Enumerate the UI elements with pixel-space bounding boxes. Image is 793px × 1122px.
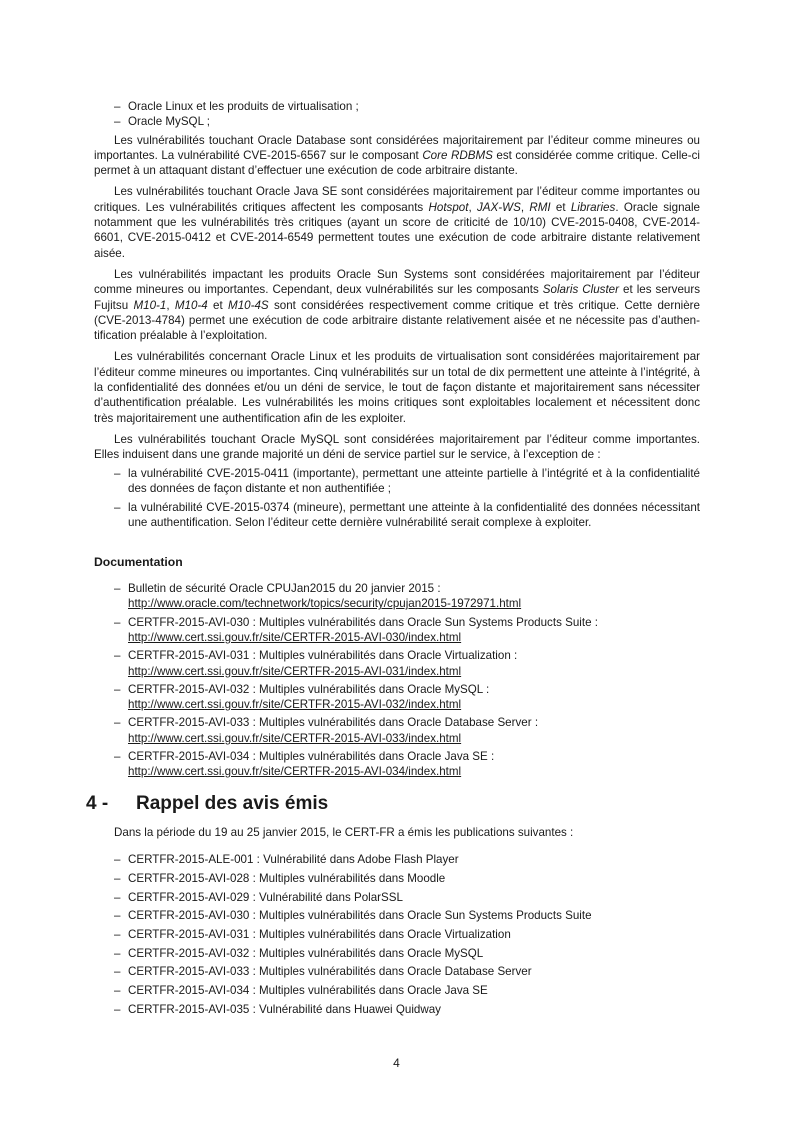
doc-item — [94, 615, 700, 646]
doc-link[interactable]: http://www.cert.ssi.gouv.fr/site/CERTFR-2015-AVI-031/index.html — [128, 664, 462, 678]
avis-item-text: CERTFR-2015-ALE-001 : Vulnérabilité dans Adobe Flash Player — [128, 853, 459, 867]
dash: – — [114, 100, 121, 113]
mysql-exceptions-list — [94, 466, 700, 531]
avis-item-text: CERTFR-2015-AVI-034 : Multiples vulnérabilités dans Oracle Java SE — [128, 983, 488, 997]
doc-item — [94, 715, 700, 746]
section-heading — [86, 792, 700, 814]
avis-item-text: CERTFR-2015-AVI-028 : Multiples vulnérabilités dans Moodle — [128, 871, 446, 885]
doc-link[interactable]: http://www.cert.ssi.gouv.fr/site/CERTFR-2015-AVI-030/index.html — [128, 630, 462, 644]
component-name: M10-4S — [228, 298, 269, 312]
avis-item — [94, 908, 700, 923]
doc-item-label: Bulletin de sécurité Oracle CPUJan2015 du 20 janvier 2015 : — [128, 582, 441, 596]
paragraph-mysql: Les vulnérabilités touchant Oracle MySQL sont considérées majoritairement par l’éditeur comme importantes. Elles induisent dans une grande majorité un déni de service partiel sur le service, à l’exception de : — [94, 432, 700, 462]
page-number: 4 — [393, 1056, 400, 1070]
component-name: M10-4 — [174, 298, 208, 312]
paragraph-linux: Les vulnérabilités concernant Oracle Linux et les produits de virtualisation sont considérées majoritairement par l’éditeur comme mineures ou importantes. Cinq vulnérabilités sur un total de dix permettent une atteinte à l’intégrité, à la confidentialité des données et/ou un déni de service, le tout de façon distante et majoritairement sans nécessiter d’authentification préalable. Les vulnérabilités les moins critiques sont exploitables localement et nécessitent donc très majoritairement une authentification afin de les exploiter. — [94, 350, 700, 425]
text: et — [550, 200, 571, 214]
dash: – — [114, 582, 121, 596]
dash: – — [114, 615, 121, 629]
list-item-text: la vulnérabilité CVE-2015-0411 (importante), permettant une atteinte partielle à l’intégrité et à la confidentialité des données de façon distante et non authentifiée ; — [128, 466, 700, 495]
dash: – — [114, 946, 121, 960]
text: , — [520, 200, 530, 214]
text: , — [166, 298, 175, 312]
avis-item — [94, 927, 700, 942]
list-item-text: Oracle MySQL ; — [128, 115, 211, 129]
documentation-list — [94, 581, 700, 780]
doc-link[interactable]: http://www.oracle.com/technetwork/topics/security/cpujan2015-1972971.html — [128, 597, 522, 611]
dash: – — [114, 1002, 121, 1016]
avis-item — [94, 852, 700, 867]
dash: – — [114, 501, 121, 515]
dash: – — [114, 871, 121, 885]
page-content — [86, 99, 700, 1020]
dash: – — [114, 927, 121, 941]
text: Les vulnérabilités impactant les produits Oracle Sun Systems sont considérées majoritairement par l’éditeur comme mineures ou importantes. Cependant, deux vulnérabilités sur les composants — [94, 267, 700, 297]
component-name: RMI — [529, 200, 551, 214]
doc-item-label: CERTFR-2015-AVI-030 : Multiples vulnérabilités dans Oracle Sun Systems Products Suite : — [128, 615, 598, 629]
avis-item — [94, 1002, 700, 1017]
avis-item-text: CERTFR-2015-AVI-032 : Multiples vulnérabilités dans Oracle MySQL — [128, 946, 484, 960]
doc-item — [94, 682, 700, 713]
component-name: M10-1 — [133, 298, 167, 312]
dash: – — [114, 716, 121, 730]
list-item — [94, 114, 700, 129]
avis-item-text: CERTFR-2015-AVI-033 : Multiples vulnérabilités dans Oracle Database Server — [128, 965, 532, 979]
dash: – — [114, 749, 121, 763]
text: est considérée comme critique. Celle-ci permet à un attaquant distant d’effectuer une exécution de code arbitraire distante. — [94, 148, 700, 178]
component-name: Core RDBMS — [422, 148, 493, 162]
dash: – — [114, 983, 121, 997]
avis-item-text: CERTFR-2015-AVI-030 : Multiples vulnérabilités dans Oracle Sun Systems Products Suite — [128, 909, 592, 923]
doc-item-label: CERTFR-2015-AVI-034 : Multiples vulnérabilités dans Oracle Java SE : — [128, 749, 495, 763]
paragraph-database — [94, 133, 700, 179]
dash: – — [114, 909, 121, 923]
avis-item-text: CERTFR-2015-AVI-031 : Multiples vulnérabilités dans Oracle Virtualization — [128, 927, 511, 941]
avis-item-text: CERTFR-2015-AVI-029 : Vulnérabilité dans PolarSSL — [128, 890, 403, 904]
doc-item-label: CERTFR-2015-AVI-031 : Multiples vulnérabilités dans Oracle Virtualization : — [128, 649, 518, 663]
avis-item-text: CERTFR-2015-AVI-035 : Vulnérabilité dans Huawei Quidway — [128, 1002, 441, 1016]
component-name: Hotspot — [428, 200, 469, 214]
avis-item — [94, 890, 700, 905]
component-name: Solaris Cluster — [542, 283, 619, 297]
paragraph-java — [94, 184, 700, 260]
dash: – — [114, 682, 121, 696]
text: et — [207, 298, 229, 312]
list-item-text: Oracle Linux et les produits de virtualisation ; — [128, 100, 359, 113]
dash: – — [114, 890, 121, 904]
text: sont considérées respectivement comme critique et très critique. Cette dernière (CVE-2013-4784) permet une exécution de code arbitraire distante relativement aisée et ne nécessite pas d’authentification préalable à l’exploitation. — [94, 298, 700, 343]
avis-item — [94, 964, 700, 979]
component-name: JAX-WS — [477, 200, 521, 214]
text: Les vulnérabilités touchant Oracle Database sont considérées majoritairement par l’éditeur comme mineures ou importantes. La vulnérabilité CVE-2015-6567 sur le composant — [94, 133, 700, 162]
product-list — [94, 99, 700, 130]
text: Les vulnérabilités touchant Oracle Java SE sont considérées majoritairement par l’éditeur comme importantes ou critiques. Les vulnérabilités critiques affectent les composants — [94, 185, 700, 214]
avis-list — [94, 852, 700, 1017]
dash: – — [114, 115, 121, 129]
doc-link[interactable]: http://www.cert.ssi.gouv.fr/site/CERTFR-2015-AVI-033/index.html — [128, 731, 462, 745]
list-item — [94, 500, 700, 531]
text: , — [468, 200, 477, 214]
component-name: Libraries — [570, 200, 616, 214]
paragraph-sun-systems — [94, 267, 700, 343]
avis-item — [94, 871, 700, 886]
doc-link[interactable]: http://www.cert.ssi.gouv.fr/site/CERTFR-2015-AVI-034/index.html — [128, 765, 462, 779]
avis-item — [94, 983, 700, 998]
dash: – — [114, 853, 121, 867]
doc-item-label: CERTFR-2015-AVI-033 : Multiples vulnérabilités dans Oracle Database Server : — [128, 716, 539, 730]
documentation-heading: Documentation — [94, 554, 183, 569]
doc-item — [94, 749, 700, 780]
text: et les serveurs Fujitsu — [94, 283, 700, 312]
section-number: 4 - — [86, 792, 109, 814]
doc-item-label: CERTFR-2015-AVI-032 : Multiples vulnérabilités dans Oracle MySQL : — [128, 682, 490, 696]
list-item-text: la vulnérabilité CVE-2015-0374 (mineure), permettant une atteinte à la confidentialité des données nécessitant une authentification. Selon l’éditeur cette dernière vulnérabilité serait complexe à exploiter. — [128, 501, 700, 530]
doc-item — [94, 648, 700, 679]
dash: – — [114, 466, 121, 480]
section-intro: Dans la période du 19 au 25 janvier 2015, le CERT-FR a émis les publications suivantes : — [114, 825, 574, 839]
list-item — [94, 466, 700, 497]
dash: – — [114, 965, 121, 979]
avis-item — [94, 946, 700, 961]
doc-item — [94, 581, 700, 612]
section-title: Rappel des avis émis — [136, 792, 329, 814]
text: . Oracle signale notamment que les vulnérabilités très critiques (ayant un score de criticité de 10/10) CVE-2015-0408, CVE-2014-6601, CVE-2015-0412 et CVE-2014-6549 permettent toutes une exécution de code arbitraire distante relativement aisée. — [94, 200, 700, 260]
doc-link[interactable]: http://www.cert.ssi.gouv.fr/site/CERTFR-2015-AVI-032/index.html — [128, 698, 462, 712]
dash: – — [114, 649, 121, 663]
list-item — [94, 99, 700, 114]
